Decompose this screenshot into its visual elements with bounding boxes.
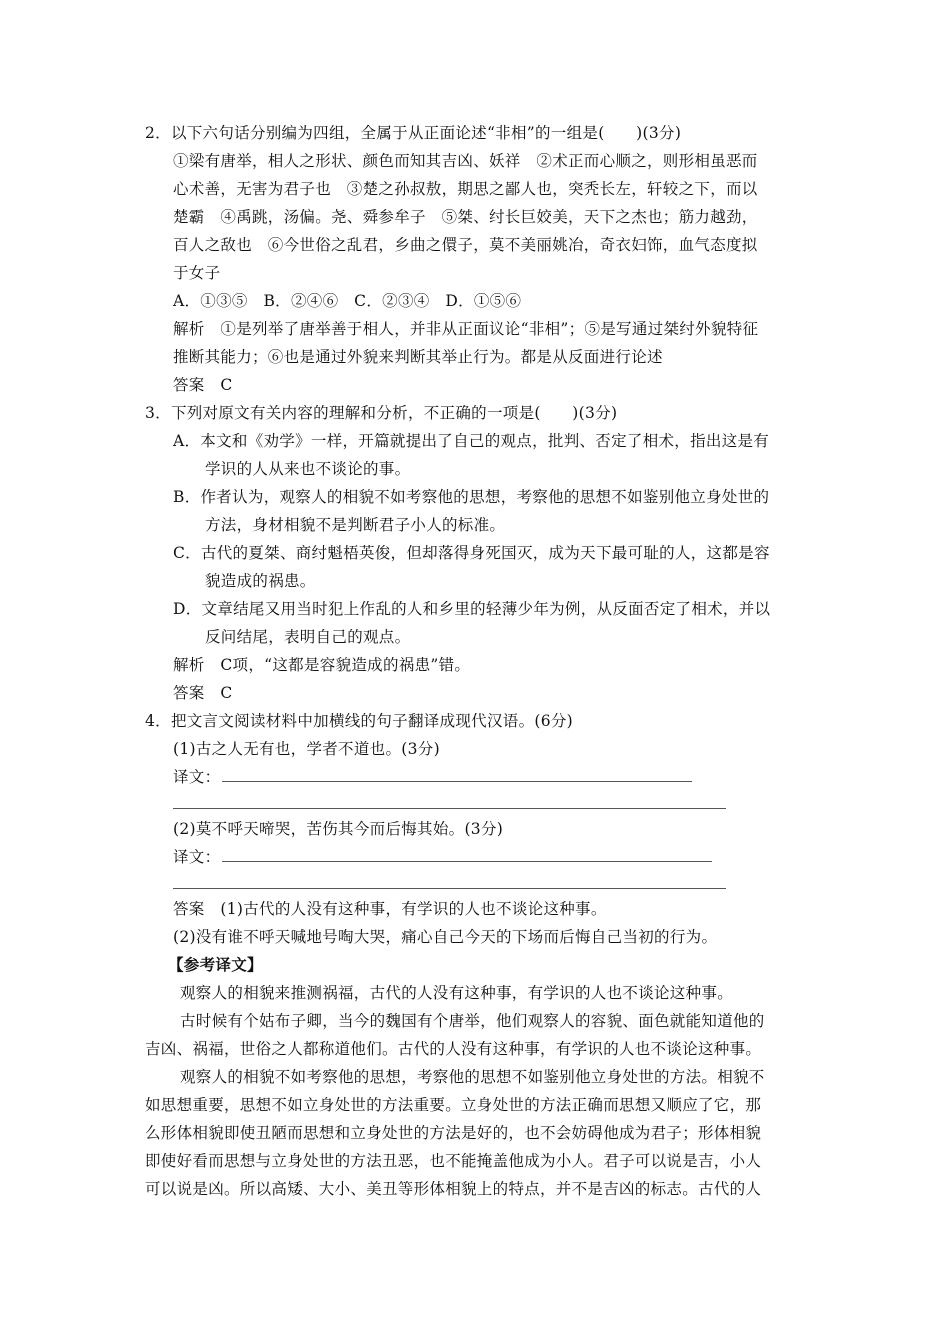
q4-sentence-1: (1)古之人无有也，学者不道也。(3分) <box>173 740 440 758</box>
q3-option-c-cont: 貌造成的祸患。 <box>205 572 316 590</box>
q2-analysis-line: 推断其能力；⑥也是通过外貌来判断其举止行为。都是从反面进行论述 <box>173 348 663 366</box>
q2-passage-line: 百人之敌也 ⑥今世俗之乱君，乡曲之儇子，莫不美丽姚冶，奇衣妇饰，血气态度拟 <box>173 236 758 254</box>
q2-stem: 2．以下六句话分别编为四组，全属于从正面论述“非相”的一组是( )(3分) <box>145 124 682 142</box>
answer-blank-line <box>222 861 712 862</box>
q2-answer: 答案 C <box>173 376 233 394</box>
q2-options: A．①③⑤ B．②④⑥ C．②③④ D．①⑤⑥ <box>173 292 522 310</box>
reference-paragraph: 么形体相貌即使丑陋而思想和立身处世的方法是好的，也不会妨碍他成为君子；形体相貌 <box>145 1124 762 1142</box>
answer-blank-line <box>173 808 726 809</box>
q3-option-a-cont: 学识的人从来也不谈论的事。 <box>205 460 411 478</box>
q3-option-d-cont: 反问结尾，表明自己的观点。 <box>205 628 411 646</box>
q3-answer: 答案 C <box>173 684 233 702</box>
translation-label: 译文： <box>173 768 221 786</box>
answer-blank-line <box>173 888 726 889</box>
reference-paragraph: 吉凶、祸福，世俗之人都称道他们。古代的人没有这种事，有学识的人也不谈论这种事。 <box>145 1040 762 1058</box>
q2-passage-line: ①梁有唐举，相人之形状、颜色而知其吉凶、妖祥 ②术正而心顺之，则形相虽恶而 <box>173 152 758 170</box>
reference-paragraph: 观察人的相貌来推测祸福，古代的人没有这种事，有学识的人也不谈论这种事。 <box>180 984 734 1002</box>
reference-heading: 【参考译文】 <box>168 955 263 974</box>
answer-blank-line <box>222 781 692 782</box>
q4-answer-2: (2)没有谁不呼天喊地号啕大哭，痛心自己今天的下场而后悔自己当初的行为。 <box>173 928 718 946</box>
reference-paragraph: 可以说是凶。所以高矮、大小、美丑等形体相貌上的特点，并不是吉凶的标志。古代的人 <box>145 1180 762 1198</box>
q2-passage-line: 心术善，无害为君子也 ③楚之孙叔敖，期思之鄙人也，突秃长左，轩较之下，而以 <box>173 180 758 198</box>
q3-stem: 3．下列对原文有关内容的理解和分析，不正确的一项是( )(3分) <box>145 404 618 422</box>
q2-analysis-line: 解析 ①是列举了唐举善于相人，并非从正面议论“非相”；⑤是写通过桀纣外貌特征 <box>173 320 759 338</box>
q3-option-b-cont: 方法，身材相貌不是判断君子小人的标准。 <box>205 516 506 534</box>
q2-passage-line: 楚霸 ④禹跳，汤偏。尧、舜参牟子 ⑤桀、纣长巨姣美，天下之杰也；筋力越劲， <box>173 208 758 226</box>
q4-stem: 4．把文言文阅读材料中加横线的句子翻译成现代汉语。(6分) <box>145 712 574 730</box>
reference-paragraph: 观察人的相貌不如考察他的思想，考察他的思想不如鉴别他立身处世的方法。相貌不 <box>180 1068 765 1086</box>
reference-paragraph: 如思想重要，思想不如立身处世的方法重要。立身处世的方法正确而思想又顺应了它，那 <box>145 1096 762 1114</box>
q4-answer-1: 答案 (1)古代的人没有这种事，有学识的人也不谈论这种事。 <box>173 900 607 918</box>
q3-analysis: 解析 C项，“这都是容貌造成的祸患”错。 <box>173 656 471 674</box>
reference-paragraph: 古时候有个姑布子卿，当今的魏国有个唐举，他们观察人的容貌、面色就能知道他的 <box>180 1012 765 1030</box>
q3-option-a: A．本文和《劝学》一样，开篇就提出了自己的观点，批判、否定了相术，指出这是有 <box>173 432 770 450</box>
reference-paragraph: 即使好看而思想与立身处世的方法丑恶，也不能掩盖他成为小人。君子可以说是吉，小人 <box>145 1152 762 1170</box>
q3-option-d: D．文章结尾又用当时犯上作乱的人和乡里的轻薄少年为例，从反面否定了相术，并以 <box>173 600 771 618</box>
translation-label: 译文： <box>173 848 221 866</box>
q3-option-b: B．作者认为，观察人的相貌不如考察他的思想，考察他的思想不如鉴别他立身处世的 <box>173 488 770 506</box>
q3-option-c: C．古代的夏桀、商纣魁梧英俊，但却落得身死国灭，成为天下最可耻的人，这都是容 <box>173 544 770 562</box>
q4-sentence-2: (2)莫不呼天啼哭，苦伤其今而后悔其始。(3分) <box>173 820 504 838</box>
q2-passage-line: 于女子 <box>173 264 221 282</box>
